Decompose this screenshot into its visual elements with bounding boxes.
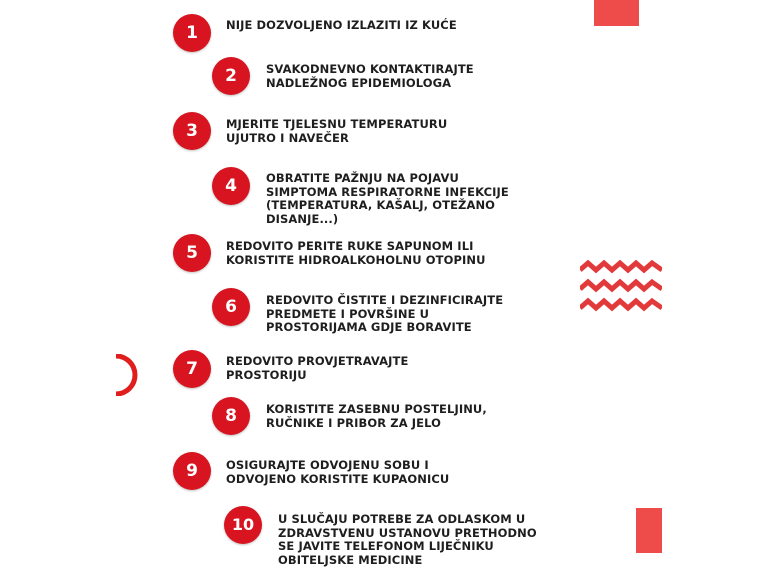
step-text-line: UJUTRO I NAVEČER bbox=[226, 130, 349, 145]
step-text bbox=[226, 355, 408, 382]
step-text bbox=[266, 63, 474, 90]
step-number-badge: 7 bbox=[173, 350, 211, 388]
decor-rect-bottom bbox=[636, 508, 662, 553]
step-number-badge: 6 bbox=[212, 288, 250, 326]
step-text-line: KORISTITE ZASEBNU POSTELJINU, bbox=[266, 402, 487, 416]
step-text-line: PREDMETE I POVRŠINE U bbox=[266, 306, 430, 321]
step-text-line: ZDRAVSTVENU USTANOVU PRETHODNO bbox=[278, 525, 537, 540]
step-text-line: NIJE DOZVOLJENO IZLAZITI IZ KUĆE bbox=[226, 18, 457, 32]
step-text bbox=[278, 513, 537, 567]
step-text-line: MJERITE TJELESNU TEMPERATURU bbox=[226, 117, 448, 131]
step-number-badge: 1 bbox=[173, 14, 211, 52]
step-text-line: PROSTORIJAMA GDJE BORAVITE bbox=[266, 320, 472, 334]
step-text-line: DISANJE...) bbox=[266, 211, 339, 226]
step-text-line: SVAKODNEVNO KONTAKTIRAJTE bbox=[266, 62, 474, 76]
decor-zigzag bbox=[580, 260, 662, 316]
step-text bbox=[266, 172, 509, 226]
step-text bbox=[226, 118, 447, 145]
step-text-line: KORISTITE HIDROALKOHOLNU OTOPINU bbox=[226, 252, 486, 267]
step-text-line: OSIGURAJTE ODVOJENU SOBU I bbox=[226, 458, 429, 472]
step-text-line: REDOVITO PERITE RUKE SAPUNOM ILI bbox=[226, 239, 474, 253]
step-number-badge: 8 bbox=[212, 397, 250, 435]
step-text-line: OBRATITE PAŽNJU NA POJAVU bbox=[266, 171, 459, 185]
step-text-line: ODVOJENO KORISTITE KUPAONICU bbox=[226, 471, 450, 486]
step-text bbox=[266, 294, 503, 335]
step-text-line: RUČNIKE I PRIBOR ZA JELO bbox=[266, 415, 442, 430]
step-text-line: OBITELJSKE MEDICINE bbox=[278, 552, 423, 567]
step-number-badge: 3 bbox=[173, 112, 211, 150]
step-number-badge: 9 bbox=[173, 452, 211, 490]
step-text-line: PROSTORIJU bbox=[226, 367, 307, 382]
step-text-line: NADLEŽNOG EPIDEMIOLOGA bbox=[266, 75, 452, 90]
step-text bbox=[226, 19, 457, 33]
step-number-badge: 5 bbox=[173, 234, 211, 272]
step-text bbox=[266, 403, 487, 430]
step-text-line: SIMPTOMA RESPIRATORNE INFEKCIJE bbox=[266, 184, 509, 199]
step-text-line: (TEMPERATURA, KAŠALJ, OTEŽANO bbox=[266, 198, 496, 212]
step-number-badge: 4 bbox=[212, 167, 250, 205]
step-text bbox=[226, 459, 449, 486]
decor-rect-top bbox=[594, 0, 639, 26]
decor-half-ring bbox=[116, 354, 138, 396]
step-text-line: REDOVITO ČISTITE I DEZINFICIRAJTE bbox=[266, 293, 504, 307]
step-number-badge: 2 bbox=[212, 57, 250, 95]
step-number-badge: 10 bbox=[224, 506, 262, 544]
step-text bbox=[226, 240, 486, 267]
step-text-line: SE JAVITE TELEFONOM LIJEČNIKU bbox=[278, 539, 494, 553]
step-text-line: REDOVITO PROVJETRAVAJTE bbox=[226, 354, 409, 368]
step-text-line: U SLUČAJU POTREBE ZA ODLASKOM U bbox=[278, 512, 526, 526]
